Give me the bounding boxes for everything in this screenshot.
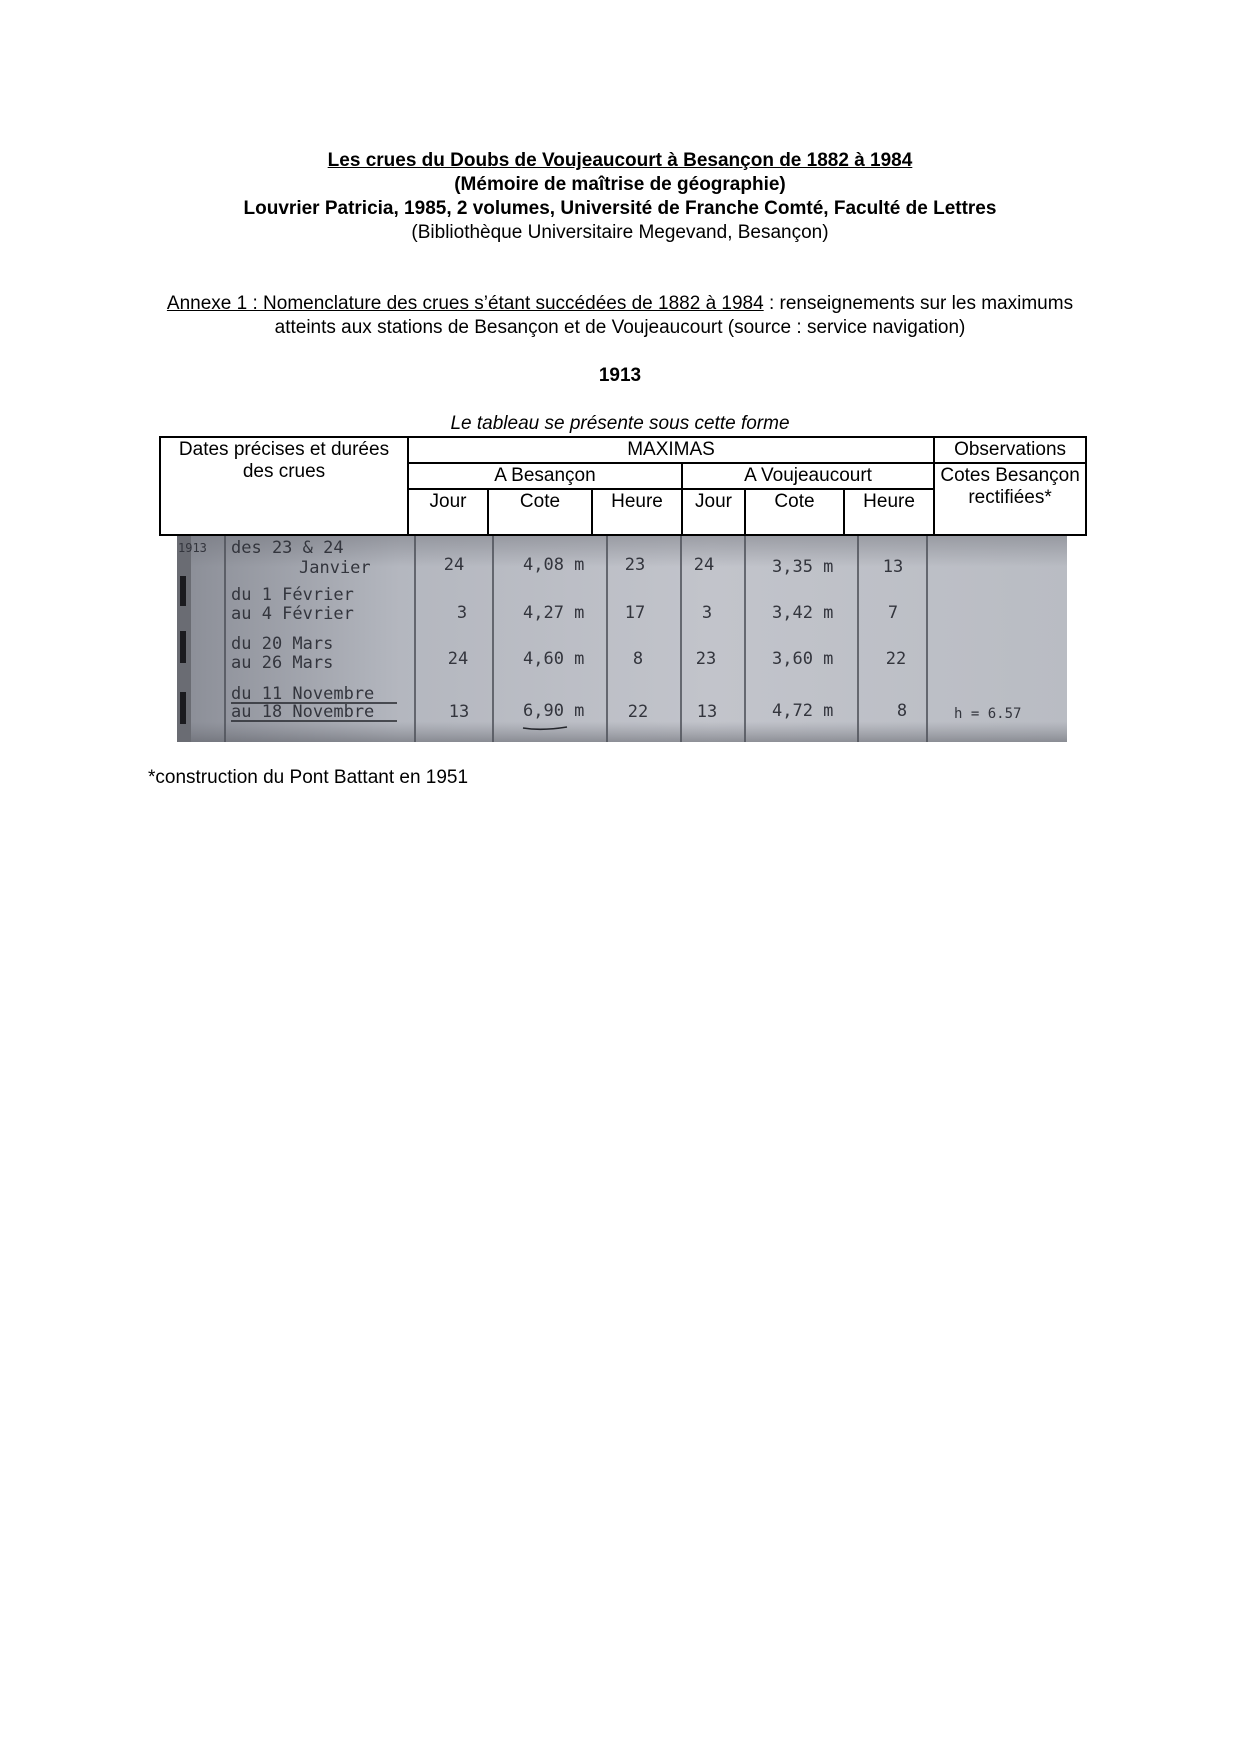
scan-year-margin: 1913 (178, 541, 207, 555)
scan-row3-date2: au 26 Mars (231, 653, 334, 673)
table-caption: Le tableau se présente sous cette forme (450, 413, 790, 434)
document-header (0, 149, 1240, 245)
scan-row4-b-cote: 6,90 m (523, 701, 585, 721)
scan-row4-date1: du 11 Novembre (231, 684, 375, 704)
voujeaucourt-heure-header: Heure (844, 489, 934, 535)
scan-row2-b-jour: 3 (456, 603, 468, 623)
scan-row2-date2: au 4 Février (231, 604, 354, 624)
dates-column-header: Dates précises et durées des crues (160, 437, 408, 535)
scan-row1-v-heure: 13 (882, 557, 904, 577)
scan-row1-b-heure: 23 (624, 555, 646, 575)
library-line: (Bibliothèque Universitaire Megevand, Besançon) (411, 222, 829, 243)
scan-row2-b-heure: 17 (624, 603, 646, 623)
scan-row1-b-cote: 4,08 m (523, 555, 585, 575)
scan-row1-v-jour: 24 (693, 555, 715, 575)
cotes-rectifiees-header: Cotes Besançon rectifiées* (934, 463, 1086, 535)
scan-row1-date2: Janvier (299, 558, 371, 578)
annex-description (150, 292, 1090, 340)
scan-row1-date1: des 23 & 24 (231, 538, 344, 558)
scan-row3-v-heure: 22 (885, 649, 907, 669)
document-subtitle: (Mémoire de maîtrise de géographie) (454, 174, 786, 195)
voujeaucourt-header: A Voujeaucourt (682, 463, 934, 489)
besancon-header: A Besançon (408, 463, 682, 489)
besancon-jour-header: Jour (408, 489, 488, 535)
author-line: Louvrier Patricia, 1985, 2 volumes, Université de Franche Comté, Faculté de Lettres (243, 198, 997, 219)
scan-row3-b-cote: 4,60 m (523, 649, 585, 669)
besancon-cote-header: Cote (488, 489, 592, 535)
scan-row4-obs: h = 6.57 (954, 706, 1022, 722)
scan-row3-v-cote: 3,60 m (772, 649, 834, 669)
year-heading: 1913 (598, 365, 642, 386)
voujeaucourt-jour-header: Jour (682, 489, 745, 535)
scan-row4-v-cote: 4,72 m (772, 701, 834, 721)
scan-row4-b-heure: 22 (627, 702, 649, 722)
scan-row4-b-jour: 13 (448, 702, 470, 722)
scan-row2-date1: du 1 Février (231, 585, 354, 605)
voujeaucourt-cote-header: Cote (745, 489, 844, 535)
footnote: *construction du Pont Battant en 1951 (148, 767, 469, 788)
scan-row4-date2: au 18 Novembre (231, 702, 375, 722)
scan-row3-date1: du 20 Mars (231, 634, 334, 654)
maximas-header: MAXIMAS (408, 437, 934, 463)
scan-row1-b-jour: 24 (443, 555, 465, 575)
table-header (159, 436, 1087, 536)
observations-header: Observations (934, 437, 1086, 463)
annex-label: Annexe 1 : Nomenclature des crues s’étant succédées de 1882 à 1984 (166, 293, 764, 314)
scan-row3-b-heure: 8 (632, 649, 644, 669)
scan-row2-v-jour: 3 (701, 603, 713, 623)
scan-row2-v-cote: 3,42 m (772, 603, 834, 623)
annex-rest: : renseignements sur les maximums atteints aux stations de Besançon et de Voujeaucourt (source : service navigation) (274, 293, 1074, 338)
besancon-heure-header: Heure (592, 489, 682, 535)
scan-row3-b-jour: 24 (447, 649, 469, 669)
scan-row3-v-jour: 23 (695, 649, 717, 669)
document-title: Les crues du Doubs de Voujeaucourt à Besançon de 1882 à 1984 (327, 150, 913, 171)
scan-row4-v-jour: 13 (696, 702, 718, 722)
scan-row2-b-cote: 4,27 m (523, 603, 585, 623)
scan-row2-v-heure: 7 (887, 603, 899, 623)
scan-row4-v-heure: 8 (896, 701, 908, 721)
scan-row1-v-cote: 3,35 m (772, 557, 834, 577)
scanned-table-photo (177, 536, 1067, 742)
